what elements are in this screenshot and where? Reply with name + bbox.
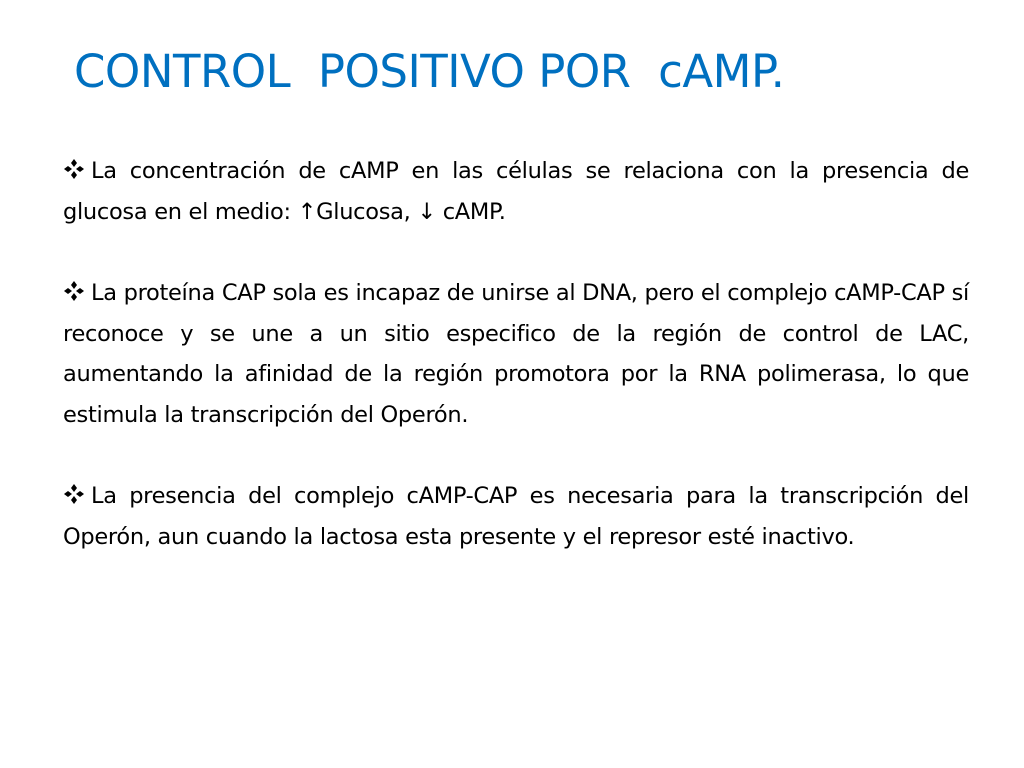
bullet-text: La presencia del complejo cAMP-CAP es necesaria para la transcripción del Operón, aun cuando la lactosa esta presente y el represor esté inactivo. [63,483,969,550]
slide-body [63,151,969,598]
bullet-paragraph [63,476,969,557]
bullet-paragraph [63,151,969,232]
bullet-paragraph [63,273,969,435]
bullet-text: La concentración de cAMP en las células se relaciona con la presencia de glucosa en el medio: ↑Glucosa, ↓ cAMP. [63,158,969,225]
four-diamond-bullet-icon [63,280,87,302]
four-diamond-bullet-icon [63,158,87,180]
four-diamond-bullet-icon [63,483,87,505]
bullet-text: La proteína CAP sola es incapaz de unirse al DNA, pero el complejo cAMP-CAP sí reconoce y se une a un sitio especifico de la región de control de LAC, aumentando la afinidad de la región promotora por la RNA polimerasa, lo que estimula la transcripción del Operón. [63,280,969,428]
slide-title: CONTROL POSITIVO POR cAMP. [74,45,785,98]
